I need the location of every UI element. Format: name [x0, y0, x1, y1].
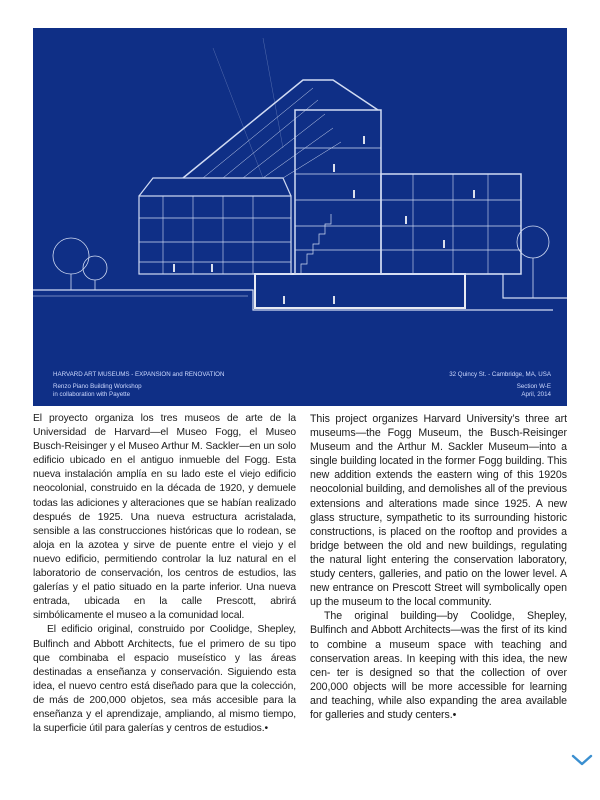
building-section-drawing	[33, 28, 567, 406]
section-drawing-figure	[33, 28, 567, 406]
english-paragraph-2: The original building—by Coolidge, Shepley, Bulfinch and Abbott Architects—was the first of its kind to combine a museum space with teaching and conservation areas. In keeping with this idea, the new cen- ter is designed so that the collection of over 200,000 objects will be more accessible for learning and teaching, while also expanding the area available for galleries and study centers.•	[310, 610, 567, 721]
figure-title: HARVARD ART MUSEUMS - EXPANSION and RENOVATION	[53, 371, 225, 378]
english-paragraph-1: This project organizes Harvard University’s three art museums—the Fogg Museum, the Busch-Reisinger Museum and the Arthur M. Sackler Museum—into a single building located in the former Fogg building. This new addition extends the eastern wing of this 1920s neocolonial building, and demolishes all of the previous extensions and alterations made since 1925. A new glass structure, sympathetic to its surrounding historic constructions, is placed on the rooftop and provides a bridge between the old and new buildings, regulating the natural light entering the conservation laboratory, study centers, galleries, and patio on the lower level. A new entrance on Prescott Street will symbolically open up the museum to the local community.	[310, 413, 567, 609]
english-text-column	[310, 412, 567, 722]
chevron-down-icon[interactable]	[570, 752, 594, 768]
figure-address: 32 Quincy St. - Cambridge, MA, USA	[449, 371, 551, 378]
spanish-paragraph-2: El edificio original, construido por Coolidge, Shepley, Bulfinch and Abbott Architects, fue el primero de su tipo que combinaba el espacio museístico y las áreas destinadas a enseñanza y conservación. Siguiendo esta idea, el nuevo centro está diseñado para que la colección, de más de 200,000 objetos, sea más accesible para la enseñanza y el aprendizaje, ampliando, al mismo tiempo, la superficie útil para galerías y centros de estudios.•	[33, 624, 296, 735]
spanish-text-column	[33, 412, 296, 736]
spanish-paragraph-1: El proyecto organiza los tres museos de arte de la Universidad de Harvard—el Museo Fogg, el Museo Busch-Reisinger y el Museo Arthur M. Sackler—en un solo edificio ubicado en el antiguo inmueble del Fogg. Esta nueva instalación amplía en su lado este el viejo edificio neocolonial, construido en la década de 1920, y demuele todas las adiciones y alteraciones que se habían realizado después de 1925. Una nueva estructura acristalada, sensible a las construcciones históricas que lo rodean, se aloja en la azotea y sirve de puente entre el viejo y el nuevo edificio, permitiendo controlar la luz natural en el laboratorio de conservación, los centros de estudios, las galerías y el patio situado en la parte inferior. Una nueva entrada, ubicada en la calle Prescott, abrirá simbólicamente el museo a la comunidad local.	[33, 413, 296, 622]
figure-section-date: Section W-E April, 2014	[516, 383, 551, 398]
figure-credit: Renzo Piano Building Workshop in collaboration with Payette	[53, 383, 142, 398]
